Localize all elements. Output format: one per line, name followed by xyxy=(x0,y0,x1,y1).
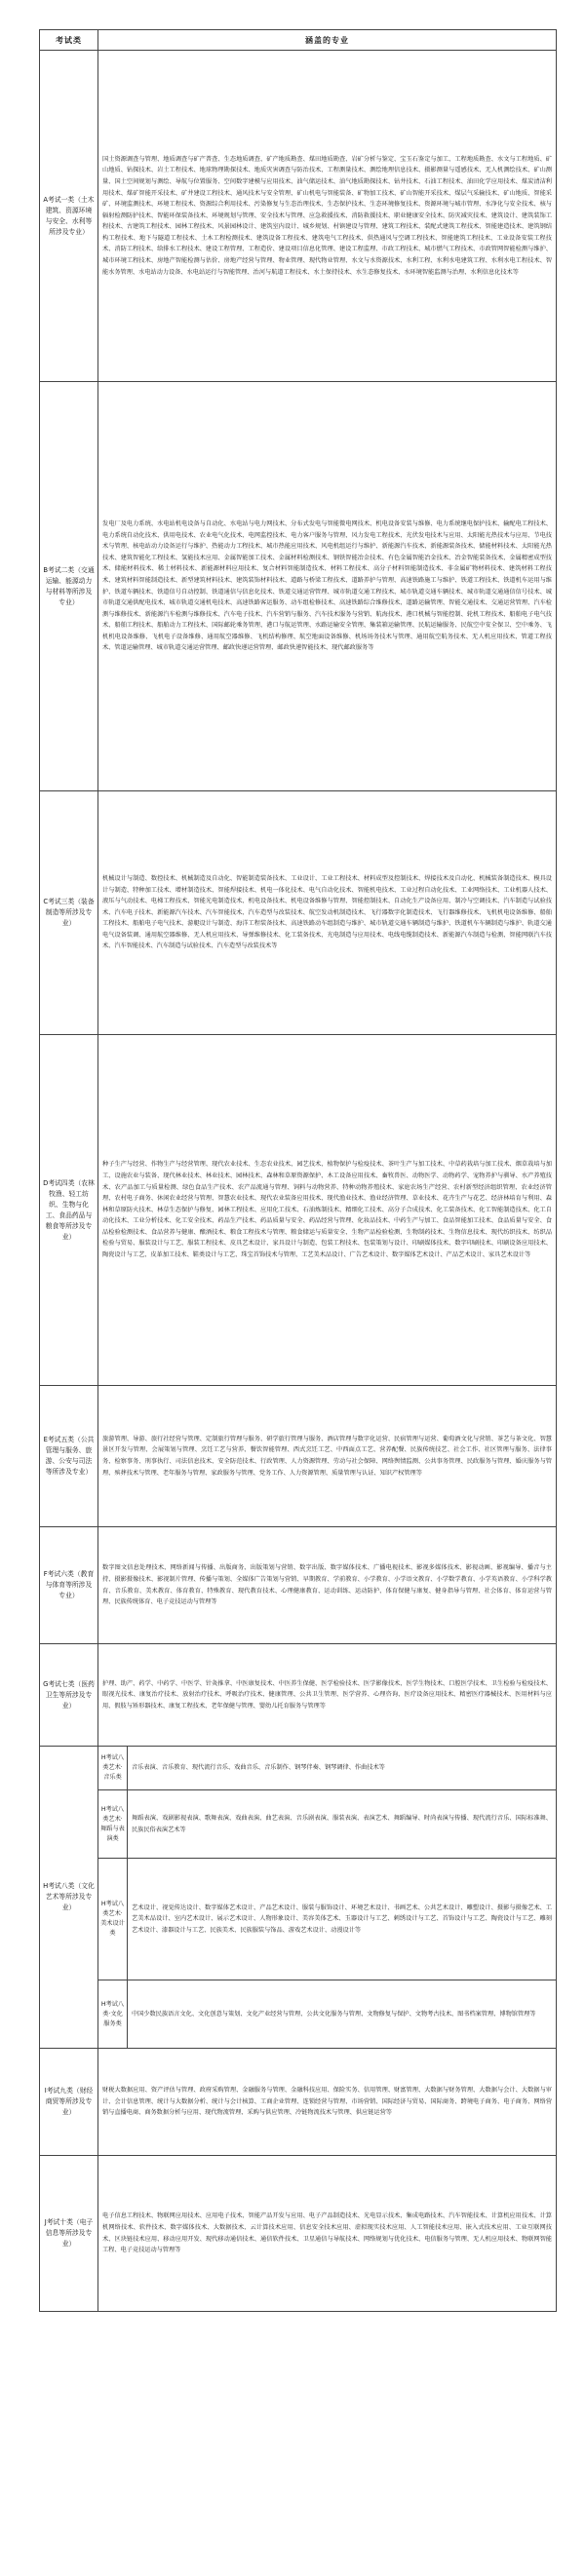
table-row xyxy=(40,1386,557,1527)
table-row xyxy=(40,1747,557,1790)
subcategory-cell: H考试八类艺术·美术设计类 xyxy=(98,1859,128,1980)
header-row xyxy=(40,30,557,51)
majors-cell xyxy=(98,1035,557,1386)
category-cell: F考试六类（教育与体育等所涉及专业） xyxy=(40,1527,98,1644)
majors-text: 种子生产与经营、作物生产与经营管理、现代农业技术、生态农业技术、园艺技术、植物保护与检疫技术、茶叶生产与加工技术、中草药栽培与加工技术、烟草栽培与加工、设施农业与装备、现代林业技术、林业技术、园林技术、森林和草原资源保护、木工设备应用技术、畜牧兽医、动物医学、动物药学、宠物养护与驯导、水产养殖技术、农产品加工与质量检测、绿色食品生产技术、农产品流通与管理、饲料与动物营养、特种动物养殖技术、家庭农场生产经营、农村新型经济组织管理、农业经济管理、农村电子商务、休闲农业经营与管理、智慧农业技术、现代农业装备应用技术、现代渔业技术、渔业经济管理、草业技术、花卉生产与花艺、经济林培育与利用、森林和草原防火技术、林草生态保护与修复、园林工程技术、应用化工技术、石油炼制技术、精细化工技术、高分子合成技术、化工装备技术、化工智能制造技术、化工自动化技术、工业分析技术、化工安全技术、药品生产技术、药品质量与安全、药品经营与管理、化妆品技术、中药生产与加工、食品智能加工技术、食品质量与安全、食品检验检测技术、食品营养与健康、酿酒技术、粮食工程技术与管理、粮食储运与质量安全、生物产品检验检测、生物制药技术、生物信息技术、现代纺织技术、纺织品检验与贸易、服装设计与工艺、服装工程技术、皮具艺术设计、家具设计与制造、包装工程技术、包装策划与设计、印刷媒体技术、数字印刷技术、印刷设备应用技术、陶瓷设计与工艺、皮革加工技术、鞋类设计与工艺、珠宝首饰技术与管理、工艺美术品设计、广告艺术设计、数字媒体艺术设计、产品艺术设计、家具艺术设计等 xyxy=(102,1161,552,1259)
table-row xyxy=(40,1644,557,1747)
majors-cell xyxy=(98,1644,557,1747)
majors-cell xyxy=(128,1980,557,2049)
subcategory-cell: H考试八类艺术·舞蹈与表演类 xyxy=(98,1790,128,1859)
majors-cell xyxy=(98,382,557,791)
majors-text: 财税大数据应用、资产评估与管理、政府采购管理、金融服务与管理、金融科技应用、保险实务、信用管理、财富管理、大数据与财务管理、大数据与会计、大数据与审计、会计信息管理、统计与大数据分析、统计与会计核算、工商企业管理、连锁经营与管理、市场营销、国际经济与贸易、国际商务、跨境电子商务、电子商务、网络营销与直播电商、商务数据分析与应用、现代物流管理、采购与供应管理、冷链物流技术与管理、供应链运营等 xyxy=(102,2087,552,2117)
category-cell: G考试七类（医药卫生等所涉及专业） xyxy=(40,1644,98,1747)
table-row xyxy=(40,791,557,1035)
majors-text: 发电厂及电力系统、水电站机电设备与自动化、水电站与电力网技术、分布式发电与智能微电网技术、机电设备安装与维修、电力系统继电保护技术、输配电工程技术、电力系统自动化技术、供用电技术、农业电气化技术、电网监控技术、电力客户服务与管理、风力发电工程技术、光伏发电技术与应用、太阳能光热技术与应用、节电技术与管理、核电站动力设备运行与维护、热能动力工程技术、城市热能应用技术、风电机组运行与维护、新能源汽车技术、新能源装备技术、储能材料技术、太阳能光热技术、建筑智能化工程技术、氢能技术应用、金属智能加工技术、金属材料检测技术、钢铁智能冶金技术、有色金属智能冶金技术、冶金智能装备技术、金属精密成型技术、储能材料技术、稀土材料技术、新能源材料应用技术、复合材料智能制造技术、材料工程技术、高分子材料智能制造技术、非金属矿物材料技术、建筑材料工程技术、建筑材料智能制造技术、新型建筑材料技术、建筑装饰材料技术、道路与桥梁工程技术、道路养护与管理、高速铁路施工与维护、铁道工程技术、铁道机车运用与维护、铁道车辆技术、铁道信号自动控制、铁道通信与信息化技术、铁道交通运营管理、城市轨道交通工程技术、城市轨道交通车辆技术、城市轨道交通通信信号技术、城市轨道交通供配电技术、城市轨道交通机电技术、高速铁路客运服务、动车组检修技术、高速铁路综合维修技术、道路运输管理、智能交通技术、交通运营管理、汽车检测与维修技术、新能源汽车检测与维修技术、汽车电子技术、汽车营销与服务、汽车技术服务与营销、航海技术、港口机械与智能控制、轮机工程技术、船舶电子电气技术、船舶工程技术、船舶动力工程技术、国际邮轮乘务管理、港口与航运管理、水路运输安全管理、集装箱运输管理、民航运输服务、民航空中安全保卫、空中乘务、飞机机电设备维修、飞机电子设备维修、通用航空器维修、飞机结构修理、航空地面设备维修、机场场务技术与管理、通用航空航务技术、无人机应用技术、管道工程技术、管道运输管理、城市轨道交通运营管理、邮政快递运营管理、邮政快递智能技术、现代邮政服务等 xyxy=(102,519,552,652)
majors-text: 音乐表演、音乐教育、现代流行音乐、戏曲音乐、音乐制作、钢琴伴奏、钢琴调律、作曲技术等 xyxy=(132,1764,385,1772)
header-category: 考试类 xyxy=(40,30,98,51)
category-cell: E考试五类（公共管理与服务、旅游、公安与司法等所涉及专业） xyxy=(40,1386,98,1527)
majors-cell xyxy=(98,2049,557,2156)
majors-cell xyxy=(98,1386,557,1527)
majors-cell xyxy=(128,1859,557,1980)
majors-cell xyxy=(98,51,557,382)
majors-text: 机械设计与制造、数控技术、机械制造及自动化、智能制造装备技术、工业设计、工业工程技术、材料成型及控制技术、焊接技术及自动化、机械装备制造技术、模具设计与制造、特种加工技术、增材制造技术、智能焊接技术、机电一体化技术、电气自动化技术、智能机电技术、工业过程自动化技术、工业网络技术、工业机器人技术、液压与气动技术、电梯工程技术、智能光电制造技术、机电设备技术、机电设备维修与管理、智能控制技术、自动化生产设备应用、制冷与空调技术、汽车制造与试验技术、汽车电子技术、新能源汽车技术、汽车智能技术、汽车造型与改装技术、航空发动机制造技术、飞行器数字化制造技术、飞行器维修技术、飞机机电设备维修、船舶工程技术、船舶电子电气技术、游艇设计与制造、海洋工程装备技术、高速铁路动车组制造与维护、城市轨道交通车辆制造与维护、铁道机车车辆制造与维护、轨道交通电气设备装调、通用航空器维修、无人机应用技术、导弹维修技术、化工装备技术、光电制造与应用技术、电线电缆制造技术、新能源汽车制造与检测、智能网联汽车技术、汽车智能技术、汽车制造与试验技术、汽车造型与改装技术等 xyxy=(102,874,552,950)
header-majors: 涵盖的专业 xyxy=(98,30,557,51)
category-cell: H考试八类（文化艺术等所涉及专业） xyxy=(40,1747,98,2049)
majors-text: 国土资源调查与管理、地质调查与矿产普查、生态地质调查、矿产地质勘查、煤田地质勘查、岩矿分析与鉴定、宝玉石鉴定与加工、工程地质勘查、水文与工程地质、矿山地质、钻探技术、岩土工程技术、地球物理勘探技术、地质灾害调查与防治技术、工程测量技术、测绘地理信息技术、摄影测量与遥感技术、无人机测绘技术、矿山测量、国土空间规划与测绘、导航与位置服务、空间数字建模与应用技术、油气储运技术、油气地质勘探技术、钻井技术、石油工程技术、油田化学应用技术、煤炭清洁利用技术、煤矿智能开采技术、矿井建设工程技术、通风技术与安全管理、矿山机电与智能装备、矿物加工技术、矿山智能开采技术、煤层气采输技术、矿山地质、智能采矿、环境监测技术、环境工程技术、资源综合利用技术、污染修复与生态治理技术、生态保护技术、生态环境修复技术、资源环境与城市管理、水净化与安全技术、核与辐射检测防护技术、智能环保装备技术、环境规划与管理、安全技术与管理、应急救援技术、消防救援技术、职业健康安全技术、防灾减灾技术、建筑设计、建筑装饰工程技术、古建筑工程技术、园林工程技术、风景园林设计、建筑室内设计、城乡规划、村镇建设与管理、建筑工程技术、装配式建筑工程技术、智能建造技术、建筑钢结构工程技术、地下与隧道工程技术、土木工程检测技术、建筑设备工程技术、建筑电气工程技术、供热通风与空调工程技术、智能建筑工程技术、工业设备安装工程技术、消防工程技术、给排水工程技术、建设工程管理、工程造价、建设项目信息化管理、建设工程监理、市政工程技术、城市燃气工程技术、市政管网智能检测与维护、城市环境工程技术、房地产智能检测与估价、房地产经营与管理、物业管理、现代物业管理、水文与水资源技术、水利工程、水利水电建筑工程、水利水电工程技术、智能水务管理、水电站动力设备、水电站运行与智能管理、治河与航道工程技术、水土保持技术、水生态修复技术、水环境智能监测与治理、水利信息化技术等 xyxy=(102,155,552,276)
majors-text: 舞蹈表演、戏剧影视表演、歌舞表演、戏曲表演、曲艺表演、音乐剧表演、服装表演、表演艺术、舞蹈编导、时尚表演与传播、现代流行音乐、国际标准舞、民族民俗表演艺术等 xyxy=(132,1814,552,1833)
subcategory-cell: H考试八类·文化服务类 xyxy=(98,1980,128,2049)
majors-text: 旅游管理、导游、旅行社经营与管理、定制旅行管理与服务、研学旅行管理与服务、酒店管理与数字化运营、民宿管理与运营、葡萄酒文化与营销、茶艺与茶文化、智慧景区开发与管理、会展策划与管理、烹饪工艺与营养、餐饮智能管理、西式烹饪工艺、中西面点工艺、营养配餐、民族传统技艺、社会工作、社区管理与服务、法律事务、检察事务、刑事执行、司法信息技术、安全防范技术、行政管理、人力资源管理、劳动与社会保障、网络舆情监测、公共事务管理、民政服务与管理、婚庆服务与管理、殡葬技术与管理、老年服务与管理、家政服务与管理、党务工作、人力资源管理、质量管理与认证、知识产权管理等 xyxy=(102,1435,552,1477)
majors-cell xyxy=(128,1747,557,1790)
majors-cell xyxy=(98,2156,557,2312)
category-cell: C考试三类（装备制造等所涉及专业） xyxy=(40,791,98,1035)
majors-text: 电子信息工程技术、物联网应用技术、应用电子技术、智能产品开发与应用、电子产品制造技术、光电显示技术、集成电路技术、汽车智能技术、计算机应用技术、计算机网络技术、软件技术、数字媒体技术、大数据技术、云计算技术应用、信息安全技术应用、虚拟现实技术应用、人工智能技术应用、嵌入式技术应用、工业互联网技术、区块链技术应用、移动应用开发、现代移动通信技术、通信软件技术、卫星通信与导航技术、网络规划与优化技术、电信服务与管理、无人机应用技术、物联网智能工程、电子竞技运动与管理等 xyxy=(102,2212,552,2254)
table-row xyxy=(40,2156,557,2312)
majors-cell xyxy=(98,791,557,1035)
table-row xyxy=(40,1980,557,2049)
table-row xyxy=(40,51,557,382)
category-cell: I考试九类（财经商贸等所涉及专业） xyxy=(40,2049,98,2156)
table-row xyxy=(40,1859,557,1980)
majors-text: 数字图文信息处理技术、网络新闻与传播、出版商务、出版策划与营销、数字出版、数字媒体技术、广播电视技术、影视多媒体技术、影视动画、影视编导、播音与主持、摄影摄像技术、影视制片管理、传播与策划、全媒体广告策划与营销、早期教育、学前教育、小学教育、小学语文教育、小学数学教育、小学英语教育、小学科学教育、音乐教育、美术教育、体育教育、特殊教育、现代教育技术、心理健康教育、运动训练、运动防护、体育保健与康复、健身指导与管理、社会体育、体育运营与管理、民族传统体育、电子竞技运动与管理等 xyxy=(102,1564,552,1606)
category-cell: J考试十类（电子信息等所涉及专业） xyxy=(40,2156,98,2312)
subcategory-cell: H考试八类艺术·音乐类 xyxy=(98,1747,128,1790)
majors-cell xyxy=(98,1527,557,1644)
category-cell: A考试一类（土木建筑、资源环境与安全、水利等所涉及专业） xyxy=(40,51,98,382)
majors-cell xyxy=(128,1790,557,1859)
category-cell: D考试四类（农林牧渔、轻工纺织、生物与化工、食品药品与粮食等所涉及专业） xyxy=(40,1035,98,1386)
majors-table xyxy=(39,29,557,2312)
category-cell: B考试二类（交通运输、能源动力与材料等所涉及专业） xyxy=(40,382,98,791)
table-row xyxy=(40,382,557,791)
majors-text: 艺术设计、视觉传达设计、数字媒体艺术设计、产品艺术设计、服装与服饰设计、环境艺术设计、书画艺术、公共艺术设计、雕塑设计、摄影与摄像艺术、工艺美术品设计、室内艺术设计、展示艺术设计、人物形象设计、美容美体艺术、玉器设计与工艺、刺绣设计与工艺、首饰设计与工艺、陶瓷设计与工艺、雕刻艺术设计、漆器设计与工艺、民族美术、民族服装与饰品、游戏艺术设计、动漫设计等 xyxy=(132,1903,552,1934)
table-row xyxy=(40,1790,557,1859)
table-row xyxy=(40,2049,557,2156)
table-row xyxy=(40,1527,557,1644)
table-row xyxy=(40,1035,557,1386)
majors-text: 护理、助产、药学、中药学、中医学、针灸推拿、中医康复技术、中医养生保健、医学检验技术、医学影像技术、医学生物技术、口腔医学技术、卫生检验与检疫技术、眼视光技术、康复治疗技术、放射治疗技术、呼吸治疗技术、健康管理、公共卫生管理、医学营养、心理咨询、医疗设备应用技术、精密医疗器械技术、医用材料与应用、假肢与矫形器技术、康复工程技术、老年保健与管理、婴幼儿托育服务与管理等 xyxy=(102,1679,552,1710)
majors-text: 中国少数民族语言文化、文化创意与策划、文化产业经营与管理、公共文化服务与管理、文物修复与保护、文物考古技术、图书档案管理、博物馆管理等 xyxy=(132,2010,536,2018)
